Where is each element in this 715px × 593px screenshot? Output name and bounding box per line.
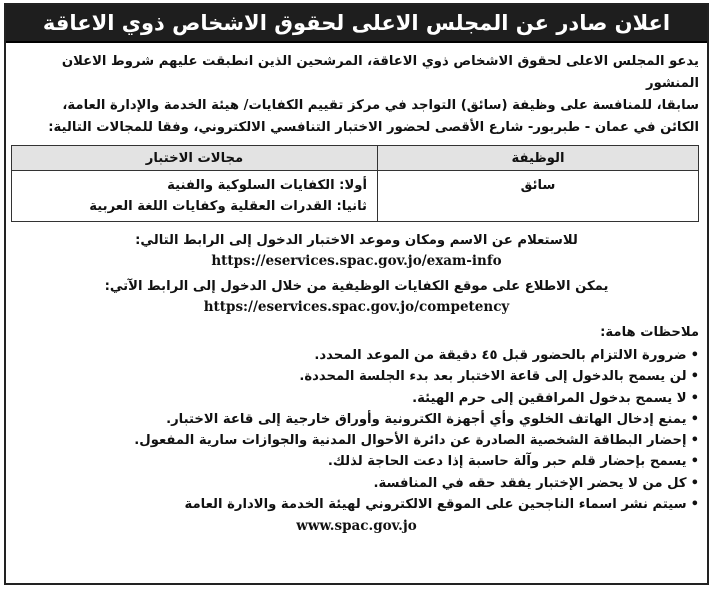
list-item	[6, 388, 699, 409]
note-text: يمنع إدخال الهاتف الخلوي وأي أجهزة الكترونية وأوراق خارجية إلى قاعة الاختبار.	[166, 411, 687, 427]
job-column-header: الوظيفة	[378, 146, 699, 171]
list-item	[6, 451, 699, 472]
list-item	[6, 409, 699, 430]
bullet-icon: •	[690, 390, 699, 406]
list-item	[6, 345, 699, 366]
inquiry-text: للاستعلام عن الاسم ومكان وموعد الاختبار الدخول إلى الرابط التالي:	[135, 233, 578, 248]
bullet-icon: •	[690, 497, 699, 513]
note-text: لا يسمح بدخول المرافقين إلى حرم الهيئة.	[412, 390, 687, 406]
competency-link[interactable]: https://eservices.spac.gov.jo/competency	[203, 299, 510, 315]
fields-column-header: مجالات الاختبار	[12, 146, 378, 171]
fields-cell	[12, 171, 378, 222]
spac-website-link[interactable]: www.spac.gov.jo	[296, 518, 417, 535]
exam-info-link[interactable]: https://eservices.spac.gov.jo/exam-info	[211, 253, 502, 269]
list-item	[6, 430, 699, 451]
bullet-icon: •	[690, 369, 699, 385]
bullet-icon: •	[690, 348, 699, 363]
announcement-page	[4, 3, 709, 585]
bullet-icon: •	[690, 433, 699, 449]
intro-line: يدعو المجلس الاعلى لحقوق الاشخاص ذوي الاعاقة، المرشحين الذين انطبقت عليهم شروط الاعلان المنشور	[61, 54, 699, 91]
bullet-icon: •	[690, 475, 699, 491]
field-item: ثانيا: القدرات العقلية وكفايات اللغة العربية	[89, 199, 367, 214]
intro-paragraph	[6, 43, 707, 139]
field-item: أولا: الكفايات السلوكية والفنية	[167, 178, 367, 193]
table-header-row	[12, 146, 699, 171]
intro-line: سابقا، للمنافسة على وظيفة (سائق) التواجد في مركز تقييم الكفايات/ هيئة الخدمة والإدارة العامة،	[62, 98, 699, 113]
notes-title: ملاحظات هامة:	[600, 325, 699, 340]
list-item	[6, 366, 699, 387]
job-cell: سائق	[378, 171, 699, 222]
note-text: إحضار البطاقة الشخصية الصادرة عن دائرة الأحوال المدنية والجوازات سارية المفعول.	[134, 433, 687, 449]
bullet-icon: •	[690, 411, 699, 427]
list-item	[6, 494, 699, 515]
note-text: ضرورة الالتزام بالحضور قبل ٤٥ دقيقة من الموعد المحدد.	[314, 348, 687, 363]
job-table	[11, 145, 699, 222]
notes-list	[6, 345, 707, 515]
table-row	[12, 171, 699, 222]
note-text: يسمح بإحضار قلم حبر وآلة حاسبة إذا دعت الحاجة لذلك.	[327, 454, 687, 470]
note-text: كل من لا يحضر الإختبار يفقد حقه في المنافسة.	[373, 475, 687, 491]
announcement-title: اعلان صادر عن المجلس الاعلى لحقوق الاشخاص ذوي الاعاقة	[6, 5, 707, 43]
note-text: سيتم نشر اسماء الناجحين على الموقع الالكتروني لهيئة الخدمة والادارة العامة	[184, 497, 687, 513]
note-text: لن يسمح بالدخول إلى قاعة الاختبار بعد بدء الجلسة المحددة.	[299, 369, 687, 385]
bullet-icon: •	[690, 454, 699, 470]
competency-text: يمكن الاطلاع على موقع الكفايات الوظيفية من خلال الدخول إلى الرابط الآتي:	[104, 279, 609, 294]
intro-line: الكائن في عمان - طبربور- شارع الأقصى لحضور الاختبار التنافسي الالكتروني، وفقا للمجالات التالية:	[48, 120, 699, 135]
list-item	[6, 473, 699, 494]
